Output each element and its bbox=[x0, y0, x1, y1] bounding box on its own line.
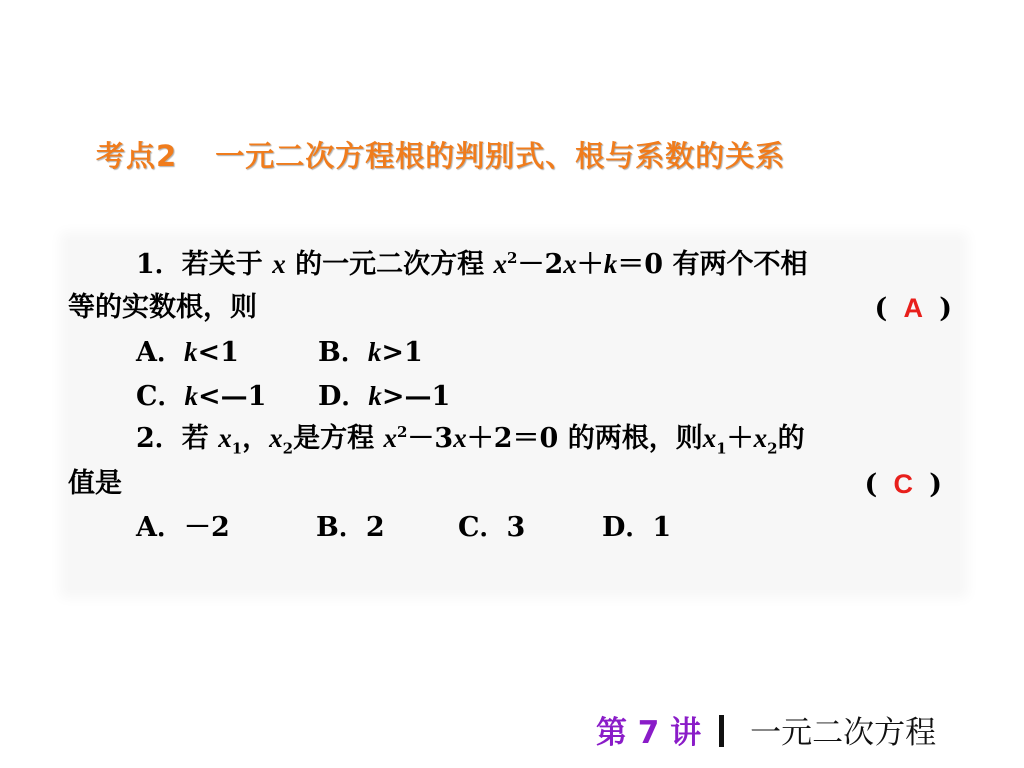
footer bbox=[596, 707, 936, 752]
option-var: k bbox=[368, 381, 382, 411]
q2-sub: 1 bbox=[716, 439, 727, 458]
q2-sub: 1 bbox=[231, 439, 243, 458]
q1-eq-var: k bbox=[603, 249, 618, 279]
footer-divider bbox=[719, 715, 724, 747]
q1-option-d bbox=[318, 380, 450, 413]
option-letter: B． bbox=[316, 512, 366, 543]
q2-text: 的 bbox=[777, 423, 805, 454]
q1-eq: －2 bbox=[517, 249, 564, 280]
q1-options-row1 bbox=[136, 336, 423, 369]
q1-eq-var: x bbox=[493, 249, 508, 279]
q1-text: 有两个不相 bbox=[672, 249, 808, 280]
q2-answer-box bbox=[864, 468, 942, 501]
q2-line2 bbox=[68, 468, 960, 500]
q2-var: x bbox=[702, 423, 717, 453]
q1-answer-box bbox=[874, 292, 952, 325]
topic-heading bbox=[96, 134, 785, 175]
q2-option-c bbox=[458, 512, 602, 544]
q1-var: x bbox=[272, 249, 286, 279]
q2-text: 的两根，则 bbox=[567, 423, 703, 454]
option-letter: A． bbox=[136, 337, 184, 368]
lecture-number: 第 7 讲 bbox=[596, 715, 702, 751]
question-panel bbox=[68, 240, 960, 590]
q1-eq: ＝0 bbox=[617, 249, 664, 280]
option-value: 3 bbox=[506, 512, 526, 543]
q2-text: 是方程 bbox=[293, 423, 375, 454]
q2-option-a bbox=[136, 512, 316, 544]
q1-eq-var: x bbox=[563, 249, 577, 279]
option-value: －2 bbox=[183, 512, 230, 543]
option-letter: C． bbox=[458, 512, 507, 543]
option-value: <1 bbox=[197, 337, 239, 368]
q2-eq-var: x bbox=[453, 423, 467, 453]
q2-answer: C bbox=[893, 469, 913, 499]
q1-option-c bbox=[136, 380, 318, 413]
option-var: k bbox=[183, 337, 198, 367]
q2-var: x bbox=[753, 423, 768, 453]
q2-option-b bbox=[316, 512, 458, 544]
option-letter: C． bbox=[136, 381, 185, 412]
q2-sub: 2 bbox=[767, 439, 778, 458]
option-letter: B． bbox=[318, 337, 368, 368]
option-letter: A． bbox=[136, 512, 184, 543]
q2-text: ＋ bbox=[726, 423, 754, 454]
q1-option-a bbox=[136, 336, 318, 369]
option-letter: D． bbox=[318, 381, 369, 412]
q1-options-row2 bbox=[136, 380, 450, 413]
option-value: >—1 bbox=[381, 381, 451, 412]
q2-text: ， bbox=[242, 423, 270, 454]
q2-var: x bbox=[218, 423, 232, 453]
q1-text: 的一元二次方程 bbox=[295, 249, 485, 280]
q1-line2 bbox=[68, 292, 960, 324]
q1-text: 若关于 bbox=[181, 249, 263, 280]
q2-number: 2． bbox=[136, 423, 182, 454]
q1-number: 1． bbox=[136, 249, 182, 280]
paren: ) bbox=[939, 293, 952, 324]
q2-var: x bbox=[269, 423, 283, 453]
q2-line1 bbox=[136, 422, 805, 458]
paren: ( bbox=[864, 469, 878, 500]
option-var: k bbox=[184, 381, 198, 411]
q1-eq-exp: 2 bbox=[507, 249, 518, 267]
q2-text: 若 bbox=[181, 423, 209, 454]
option-value: <—1 bbox=[198, 381, 267, 412]
q2-text: 值是 bbox=[68, 468, 122, 499]
q1-option-b bbox=[318, 336, 423, 369]
option-var: k bbox=[367, 337, 382, 367]
q2-sub: 2 bbox=[282, 439, 294, 458]
q1-line1 bbox=[136, 248, 807, 281]
q2-eq: ＋2＝0 bbox=[466, 423, 559, 454]
topic-label: 考点2 bbox=[96, 139, 178, 173]
lecture-title: 一元二次方程 bbox=[750, 715, 937, 751]
topic-title: 一元二次方程根的判别式、根与系数的关系 bbox=[215, 139, 786, 173]
option-value: 2 bbox=[365, 512, 385, 543]
q2-eq: －3 bbox=[407, 423, 454, 454]
option-letter: D． bbox=[602, 512, 653, 543]
paren: ) bbox=[929, 469, 942, 500]
q2-option-d bbox=[602, 512, 671, 544]
option-value: >1 bbox=[381, 337, 423, 368]
q2-eq-exp: 2 bbox=[396, 423, 408, 441]
option-value: 1 bbox=[652, 512, 672, 543]
q2-options bbox=[136, 512, 671, 544]
q1-answer: A bbox=[903, 293, 923, 323]
q1-eq: ＋ bbox=[576, 249, 604, 280]
paren: ( bbox=[874, 293, 888, 324]
q1-text: 等的实数根，则 bbox=[68, 292, 257, 323]
q2-eq-var: x bbox=[383, 423, 397, 453]
